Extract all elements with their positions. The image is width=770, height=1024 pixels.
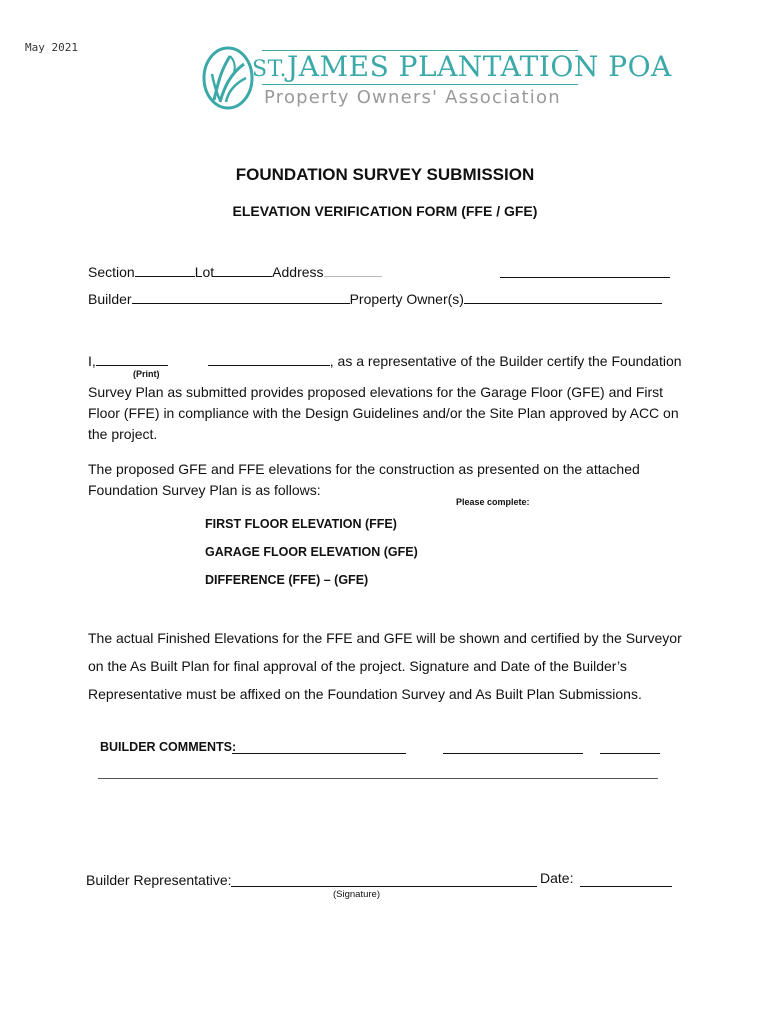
section-label: Section: [88, 264, 135, 280]
i-prefix: I,: [88, 353, 96, 369]
paragraph-final-line-3: Representative must be affixed on the Foundation Survey and As Built Plan Submissions.: [88, 686, 642, 702]
address-field[interactable]: [324, 263, 382, 277]
logo-bottom-rule: [262, 84, 578, 85]
builder-field[interactable]: [132, 290, 350, 304]
paragraph-final-line-1: The actual Finished Elevations for the FFE and GFE will be shown and certified by the Surveyor: [88, 630, 682, 646]
first-floor-elevation-label: FIRST FLOOR ELEVATION (FFE): [205, 517, 397, 531]
logo-james-plantation: JAMES PLANTATION: [287, 50, 599, 83]
logo-poa: POA: [608, 50, 672, 83]
garage-floor-elevation-label: GARAGE FLOOR ELEVATION (GFE): [205, 545, 418, 559]
builder-comments-field-3[interactable]: [600, 740, 660, 754]
paragraph-survey-plan: Survey Plan as submitted provides proposed elevations for the Garage Floor (GFE) and First Floor (FFE) in compliance with the Design Guidelines and/or the Site Plan approved by ACC on the project.: [88, 384, 679, 442]
address-field-continued[interactable]: [500, 264, 670, 278]
form-title: FOUNDATION SURVEY SUBMISSION: [235, 165, 535, 184]
please-complete-label: Please complete:: [456, 497, 530, 507]
logo-tagline: Property Owners' Association: [264, 87, 561, 108]
signature-field[interactable]: [231, 873, 537, 887]
print-name-field-continued[interactable]: [208, 352, 330, 366]
section-field[interactable]: [135, 263, 195, 277]
builder-comments-line-2[interactable]: [98, 778, 658, 779]
document-date: May 2021: [25, 41, 78, 54]
property-owner-label: Property Owner(s): [349, 291, 464, 307]
certify-row: [88, 352, 682, 369]
builder-label: Builder: [88, 291, 132, 307]
logo-name: [252, 50, 672, 83]
builder-comments-label: BUILDER COMMENTS:: [100, 740, 237, 754]
builder-comments-field[interactable]: [232, 740, 406, 754]
date-field[interactable]: [580, 873, 672, 887]
print-label: (Print): [133, 369, 160, 379]
reed-emblem-icon: [200, 44, 258, 110]
certify-text: , as a representative of the Builder certify the Foundation: [329, 353, 682, 369]
builder-owner-row: [88, 290, 662, 307]
difference-label: DIFFERENCE (FFE) – (GFE): [205, 573, 369, 587]
address-label: Address: [272, 264, 324, 280]
poa-logo: [200, 44, 672, 114]
paragraph-proposed-elevations: The proposed GFE and FFE elevations for the construction as presented on the attached Foundation Survey Plan is as follows:: [88, 461, 640, 498]
property-owner-field[interactable]: [464, 290, 662, 304]
builder-comments-field-2[interactable]: [443, 740, 583, 754]
lot-field[interactable]: [214, 263, 272, 277]
signature-label: (Signature): [333, 889, 380, 900]
paragraph-final-line-2: on the As Built Plan for final approval of the project. Signature and Date of the Builder’s: [88, 658, 627, 674]
date-label: Date:: [540, 870, 574, 886]
print-name-field[interactable]: [96, 352, 168, 366]
builder-representative-label: Builder Representative:: [86, 872, 232, 888]
form-subtitle: ELEVATION VERIFICATION FORM (FFE / GFE): [232, 203, 538, 219]
lot-label: Lot: [194, 264, 215, 280]
logo-st: ST.: [252, 57, 288, 82]
section-lot-address-row: [88, 263, 382, 280]
